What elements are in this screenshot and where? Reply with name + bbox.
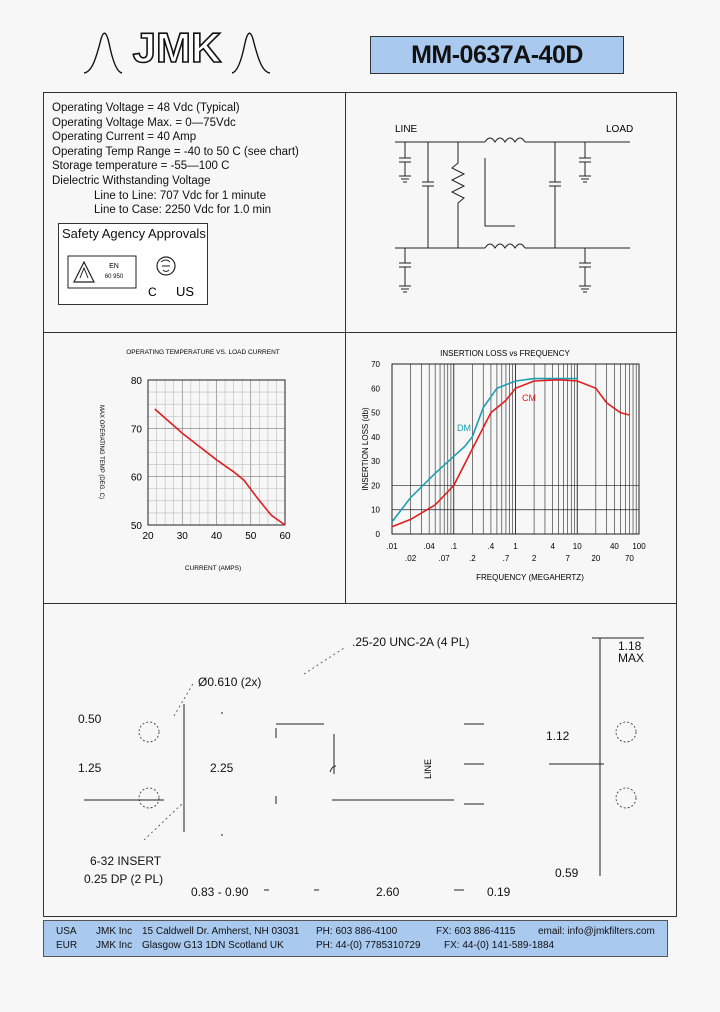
mechanical-drawing — [44, 604, 676, 916]
divider — [345, 92, 346, 603]
capacitor-icon — [579, 142, 591, 182]
series-line-dm — [392, 379, 577, 522]
mount-hole-icon — [616, 722, 636, 742]
footer-company: JMK Inc — [96, 940, 133, 951]
y-tick-label: 70 — [130, 424, 142, 436]
x-tick-label: 30 — [176, 531, 188, 542]
spec-line: Line to Line: 707 Vdc for 1 minute — [94, 189, 266, 202]
footer-fax: FX: 44-(0) 141-589-1884 — [444, 940, 555, 951]
footer-address: 15 Caldwell Dr. Amherst, NH 03031 — [142, 926, 300, 937]
mount-hole-icon — [139, 722, 159, 742]
x-tick-label: .01 — [386, 542, 398, 551]
dim-0-50: 0.50 — [78, 712, 102, 726]
filter-schematic — [390, 118, 640, 303]
footer-email[interactable]: email: info@jmkfilters.com — [538, 926, 655, 937]
c-label: C — [148, 285, 157, 299]
y-tick-label: 50 — [371, 408, 380, 418]
x-tick-label: 2 — [531, 554, 537, 563]
y-tick-label: 60 — [371, 384, 380, 394]
legend-cm: CM — [522, 393, 536, 403]
dim-1-25: 1.25 — [78, 761, 102, 775]
dim-max: MAX — [618, 651, 645, 665]
y-tick-label: 70 — [371, 360, 380, 369]
mount-hole-icon — [139, 788, 159, 808]
x-tick-label: 20 — [591, 554, 601, 563]
capacitor-icon — [579, 248, 591, 292]
y-axis-label: INSERTION LOSS (db) — [361, 407, 370, 491]
spec-line: Operating Current = 40 Amp — [52, 131, 197, 144]
y-tick-label: 0 — [375, 530, 380, 539]
dim-1-12: 1.12 — [546, 729, 570, 743]
us-label: US — [176, 284, 195, 299]
agency-title: Safety Agency Approvals — [62, 226, 206, 241]
footer-country: EUR — [56, 940, 78, 951]
y-tick-label: 30 — [371, 457, 380, 467]
y-tick-label: 60 — [130, 472, 142, 484]
x-tick-label: 100 — [632, 542, 646, 551]
x-tick-label: 40 — [609, 542, 619, 551]
x-tick-label: 1 — [513, 542, 518, 551]
series-line-cm — [392, 380, 629, 527]
footer-country: USA — [56, 926, 77, 937]
insert-note-1: 6-32 INSERT — [90, 854, 162, 868]
dim-0-19: 0.19 — [487, 885, 511, 899]
x-tick-label: 20 — [142, 531, 154, 542]
y-tick-label: 20 — [371, 481, 380, 491]
capacitor-icon — [399, 142, 411, 182]
chart-title: OPERATING TEMPERATURE VS. LOAD CURRENT — [126, 349, 280, 356]
spec-line: Operating Temp Range = -40 to 50 C (see chart) — [52, 145, 299, 158]
capacitor-icon — [549, 142, 561, 248]
resistor-icon — [452, 142, 464, 248]
footer-company: JMK Inc — [96, 926, 133, 937]
capacitor-icon — [422, 142, 434, 248]
en-number: 60 950 — [104, 274, 124, 280]
temp-vs-current-chart — [88, 340, 338, 580]
dim-0-59: 0.59 — [555, 866, 579, 880]
divider — [43, 332, 677, 333]
spec-line: Dielectric Withstanding Voltage — [52, 174, 211, 187]
part-number-title: MM-0637A-40D — [370, 36, 624, 74]
triangle-icon — [74, 262, 94, 282]
spec-line: Operating Voltage = 48 Vdc (Typical) — [52, 102, 240, 114]
inductor-icon — [485, 244, 525, 248]
legend-dm: DM — [457, 423, 471, 433]
en-label: EN — [109, 263, 119, 270]
contact-footer — [43, 920, 668, 957]
x-axis-label: FREQUENCY (MEGAHERTZ) — [476, 573, 584, 582]
footer-fax: FX: 603 886-4115 — [436, 926, 516, 937]
x-tick-label: 60 — [279, 531, 291, 542]
spec-line: Storage temperature = -55—100 C — [52, 160, 230, 173]
x-tick-label: .07 — [438, 554, 450, 563]
thread-note: .25-20 UNC-2A (4 PL) — [352, 635, 470, 649]
hole-note: Ø0.610 (2x) — [198, 675, 262, 689]
mount-hole-icon — [616, 788, 636, 808]
x-axis-label: CURRENT (AMPS) — [184, 565, 242, 572]
x-tick-label: 70 — [624, 554, 634, 563]
jmk-logo — [82, 18, 272, 78]
x-tick-label: 10 — [572, 542, 582, 551]
specifications — [52, 101, 299, 218]
footer-phone: PH: 44-(0) 7785310729 — [316, 940, 421, 951]
x-tick-label: 4 — [550, 542, 555, 551]
x-tick-label: .4 — [487, 542, 495, 551]
drawing-line-label: LINE — [423, 758, 433, 779]
x-tick-label: .2 — [469, 554, 476, 563]
y-tick-label: 50 — [130, 521, 142, 532]
insert-note-2: 0.25 DP (2 PL) — [84, 872, 164, 886]
y-tick-label: 80 — [130, 376, 142, 387]
chart-grid — [148, 380, 285, 525]
y-axis-label: MAX OPERATING TEMP (DEG. C) — [98, 404, 104, 500]
footer-address: Glasgow G13 1DN Scotland UK — [142, 940, 284, 951]
logo-text: JMK — [132, 24, 222, 71]
spec-line: Line to Case: 2250 Vdc for 1.0 min — [94, 204, 272, 217]
x-tick-label: 40 — [210, 531, 223, 542]
x-tick-label: .7 — [502, 554, 510, 563]
y-tick-label: 10 — [371, 505, 380, 515]
y-tick-label: 40 — [371, 432, 380, 442]
chart-title: INSERTION LOSS vs FREQUENCY — [440, 349, 570, 358]
dim-0-83-0-90: 0.83 - 0.90 — [191, 885, 249, 899]
x-tick-label: .02 — [405, 554, 417, 563]
spec-line: Operating Voltage Max. = 0—75Vdc — [52, 116, 236, 129]
series-line — [155, 409, 285, 525]
dim-2-60: 2.60 — [376, 885, 400, 899]
capacitor-icon — [399, 248, 411, 292]
insertion-loss-chart — [350, 340, 660, 590]
schematic-load-label: LOAD — [606, 124, 634, 135]
tuv-box-icon — [68, 256, 136, 288]
x-tick-label: .04 — [423, 542, 435, 551]
schematic-line-label: LINE — [395, 124, 418, 135]
x-tick-label: 50 — [245, 531, 257, 542]
inductor-icon — [485, 138, 525, 142]
dim-2-25: 2.25 — [210, 761, 234, 775]
footer-phone: PH: 603 886-4100 — [316, 926, 398, 937]
x-tick-label: 7 — [565, 554, 570, 563]
dim-1-18: 1.18 — [618, 639, 642, 653]
x-tick-label: .1 — [450, 542, 458, 551]
agency-marks — [66, 250, 206, 302]
